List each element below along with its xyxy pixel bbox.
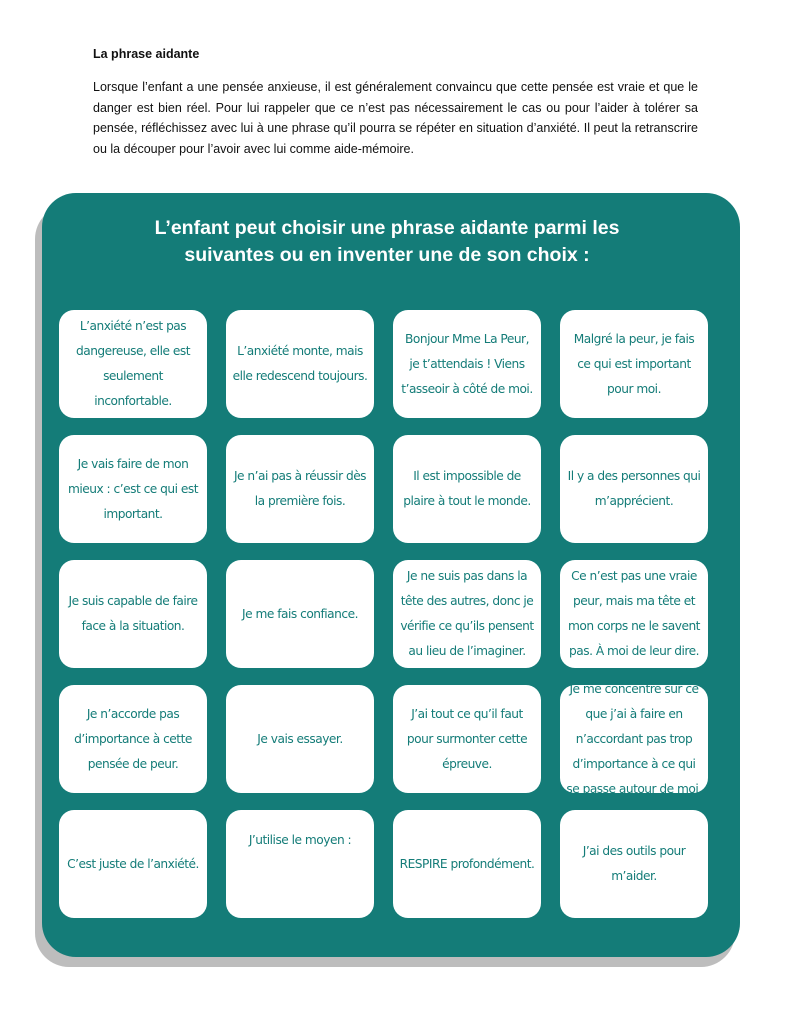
panel-title xyxy=(42,215,732,269)
phrase-card: Il y a des personnes qui m’apprécient. xyxy=(560,435,708,543)
phrase-card: Je me concentre sur ce que j’ai à faire en n’accordant pas trop d’importance à ce qui se passe autour de moi. xyxy=(560,685,708,793)
phrase-card: Je vais essayer. xyxy=(226,685,374,793)
intro-paragraph: Lorsque l’enfant a une pensée anxieuse, il est généralement convaincu que cette pensée est vraie et que le danger est bien réel. Pour lui rappeler que ce n’est pas nécessairement le cas ou pour l’aider à tolérer sa pensée, réfléchissez avec lui à une phrase qu’il pourra se répéter en situation d’anxiété. Il peut la retranscrire ou la découper pour l’avoir avec lui comme aide-mémoire. xyxy=(93,80,698,156)
phrase-card: Je vais faire de mon mieux : c’est ce qui est important. xyxy=(59,435,207,543)
phrase-card: J’utilise le moyen : xyxy=(226,810,374,918)
phrase-card: Je suis capable de faire face à la situation. xyxy=(59,560,207,668)
panel-title-line-1: L’enfant peut choisir une phrase aidante parmi les xyxy=(154,217,620,239)
phrase-card: Je me fais confiance. xyxy=(226,560,374,668)
phrase-card: J’ai tout ce qu’il faut pour surmonter cette épreuve. xyxy=(393,685,541,793)
phrase-card: Malgré la peur, je fais ce qui est important pour moi. xyxy=(560,310,708,418)
phrase-card-grid xyxy=(59,310,708,918)
panel-title-line-2: suivantes ou en inventer une de son choix : xyxy=(184,244,590,266)
phrase-card: Bonjour Mme La Peur, je t’attendais ! Viens t’asseoir à côté de moi. xyxy=(393,310,541,418)
phrase-card: Je n’accorde pas d’importance à cette pensée de peur. xyxy=(59,685,207,793)
phrase-card: Je ne suis pas dans la tête des autres, donc je vérifie ce qu’ils pensent au lieu de l’imaginer. xyxy=(393,560,541,668)
section-title: La phrase aidante xyxy=(93,47,200,61)
phrase-card: Il est impossible de plaire à tout le monde. xyxy=(393,435,541,543)
phrase-card: Je n’ai pas à réussir dès la première fois. xyxy=(226,435,374,543)
phrase-card: L’anxiété monte, mais elle redescend toujours. xyxy=(226,310,374,418)
phrase-card: C’est juste de l’anxiété. xyxy=(59,810,207,918)
phrase-card: L’anxiété n’est pas dangereuse, elle est seulement inconfortable. xyxy=(59,310,207,418)
phrase-card: RESPIRE profondément. xyxy=(393,810,541,918)
phrase-card: J’ai des outils pour m’aider. xyxy=(560,810,708,918)
phrases-panel xyxy=(42,193,740,957)
phrase-card: Ce n’est pas une vraie peur, mais ma tête et mon corps ne le savent pas. À moi de leur dire. xyxy=(560,560,708,668)
